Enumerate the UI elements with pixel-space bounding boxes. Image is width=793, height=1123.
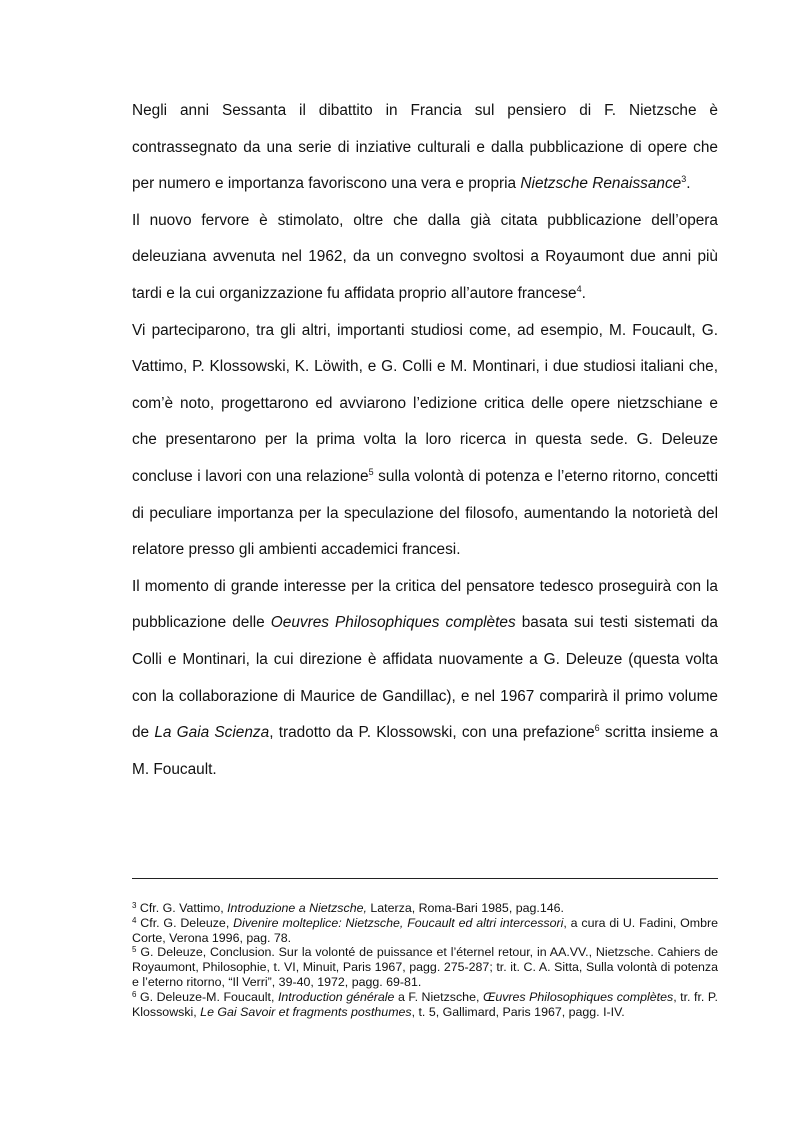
footnote [132,916,718,946]
text-run: G. Deleuze, Conclusion. Sur la volonté de puissance et l’éternel retour, in AA.VV., Nietzsche. Cahiers de Royaumont, Philosophie, t. VI, Minuit, Paris 1967, pagg. 275-287; tr. it. C. A. Sitta, Sulla volontà di potenza e l’eterno ritorno, “Il Verri”, 39-40, 1972, pagg. 69-81. [132,945,718,989]
footnote [132,945,718,989]
body-text [132,93,718,788]
text-run: G. Deleuze-M. Foucault, [136,989,278,1004]
footnote-ref: 3 [681,174,687,185]
footnote-ref: 6 [132,989,137,999]
text-run: Laterza, Roma-Bari 1985, pag.146. [366,901,564,915]
italic-text: Introduzione a Nietzsche, [227,901,367,915]
italic-text: Œuvres Philosophiques complètes [482,989,674,1004]
text-run: Il nuovo fervore è stimolato, oltre che dalla già citata pubblicazione dell’opera deleuziana avvenuta nel 1962, da un convegno svoltosi a Royaumont due anni più tardi e la cui organizzazione fu affidata proprio all’autore francese [132,211,718,302]
text-run: , t. 5, Gallimard, Paris 1967, pagg. I-IV. [411,1004,625,1019]
text-run: . [686,175,691,193]
text-run: a F. Nietzsche, [394,989,483,1004]
italic-text: Le Gai Savoir et fragments posthumes [200,1004,412,1019]
paragraph [132,93,718,203]
footnote-ref: 4 [132,915,137,925]
text-run: , a cura di U. Fadini, Ombre Corte, Verona 1996, pag. 78. [132,915,719,945]
italic-text: Oeuvres Philosophiques complètes [270,614,516,632]
italic-text: Divenire molteplice: Nietzsche, Foucault ed altri intercessori [233,915,564,930]
footnote-ref: 3 [132,901,137,910]
paragraph [132,313,718,569]
text-run: , tr. fr. P. Klossowski, [132,989,718,1019]
text-run: . [581,284,586,302]
footnote [132,901,718,916]
footnote-ref: 6 [594,723,600,734]
footnotes [132,901,718,1019]
text-run: Negli anni Sessanta il dibattito in Francia sul pensiero di F. Nietzsche è contrassegnato da una serie di inziative culturali e dalla pubblicazione di opere che per numero e importanza favoriscono una vera e propria [132,102,718,193]
footnote-ref: 5 [368,466,374,477]
text-run: , tradotto da P. Klossowski, con una prefazione [269,724,595,742]
text-run: sulla volontà di potenza e l’eterno ritorno, concetti di peculiare importanza per la speculazione del filosofo, aumentando la notorietà del relatore presso gli ambienti accademici francesi. [132,467,719,559]
text-run: Cfr. G. Vattimo, [136,901,228,915]
footnote-ref: 4 [576,283,582,294]
italic-text: Nietzsche Renaissance [520,175,682,193]
footnote-separator [132,878,718,879]
footnote-ref: 5 [132,945,137,955]
footnote [132,990,718,1020]
text-run: basata sui testi sistemati da Colli e Montinari, la cui direzione è affidata nuovamente a G. Deleuze (questa volta con la collaborazione di Maurice de Gandillac), e nel 1967 comparirà il primo volume de [132,614,718,742]
italic-text: Introduction générale [277,989,395,1004]
text-run: scritta insieme a M. Foucault. [132,724,718,778]
paragraph [132,569,718,789]
paragraph [132,203,718,313]
text-run: Vi parteciparono, tra gli altri, importanti studiosi come, ad esempio, M. Foucault, G. Vattimo, P. Klossowski, K. Löwith, e G. Colli e M. Montinari, i due studiosi italiani che, com’è noto, progettarono ed avviarono l’edizione critica delle opere nietzschiane e che presentarono per la prima volta la loro ricerca in questa sede. G. Deleuze concluse i lavori con una relazione [132,321,718,485]
text-run: Cfr. G. Deleuze, [136,915,234,930]
text-run: Il momento di grande interesse per la critica del pensatore tedesco proseguirà con la pubblicazione delle [132,577,718,632]
italic-text: La Gaia Scienza [154,724,270,742]
